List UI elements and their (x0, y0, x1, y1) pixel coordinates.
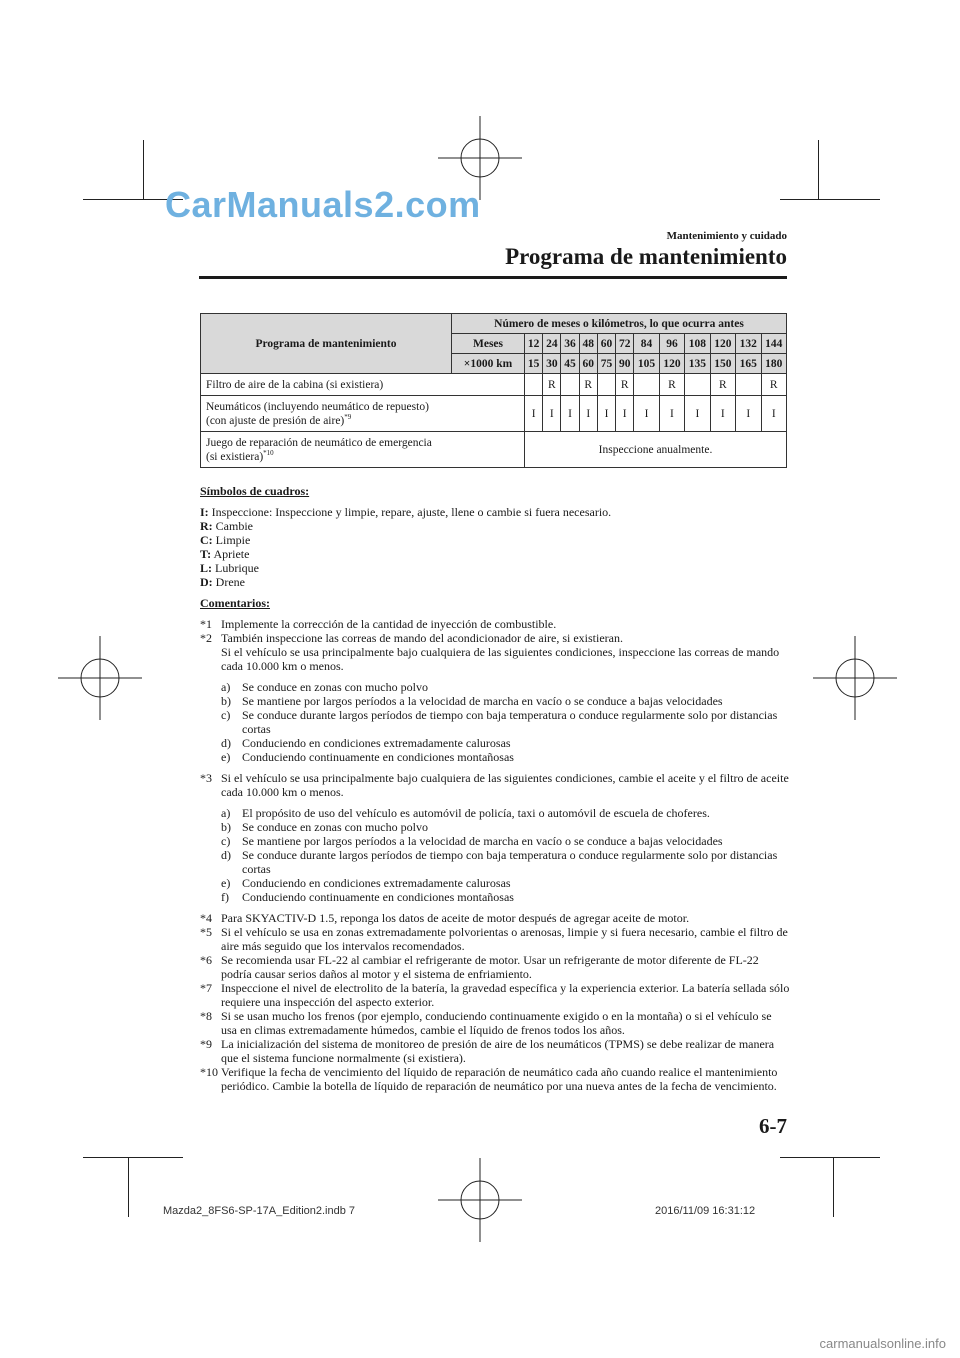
crop-mark (833, 1157, 834, 1217)
list-item-text: Se mantiene por largos períodos a la velocidad de marcha en vacío o se conduce a bajas velocidades (242, 694, 723, 708)
symbol-text: Inspeccione: Inspeccione y limpie, repare, ajuste, llene o cambie si fuera necesario. (211, 505, 612, 519)
list-item-text: Se conduce en zonas con mucho polvo (242, 820, 428, 834)
footnote-text: Si se usan mucho los frenos (por ejemplo, conduciendo continuamente exigido o en la montaña) o si el vehículo se usa en climas extremadamente húmedos, cambie el líquido de frenos todos los años. (221, 1009, 772, 1037)
footnote (200, 1009, 790, 1037)
schedule-cell (525, 374, 543, 396)
km-cell: 150 (710, 354, 735, 374)
list-item (221, 876, 790, 890)
list-item (221, 750, 790, 764)
footnote-text: También inspeccione las correas de mando del acondicionador de aire, si existieran. (221, 631, 623, 645)
watermark[interactable]: carmanualsonline.info (819, 1336, 946, 1351)
registration-mark-icon (438, 1158, 522, 1242)
schedule-cell (685, 374, 710, 396)
comments-section (200, 596, 790, 1093)
footnote (200, 953, 790, 981)
item-label-line: Juego de reparación de neumático de emergencia (206, 436, 432, 449)
list-item-text: Conduciendo en condiciones extremadamente calurosas (242, 736, 511, 750)
list-item (221, 834, 790, 848)
footnote (200, 981, 790, 1009)
schedule-cell: R (543, 374, 561, 396)
month-cell: 144 (761, 334, 787, 354)
footnote-text: Inspeccione el nivel de electrolito de la batería, la gravedad específica y la experiencia exterior. La batería sellada sólo requiere una inspección del aspecto exterior. (221, 981, 790, 1009)
footer-timestamp: 2016/11/09 16:31:12 (655, 1205, 756, 1217)
km-cell: 165 (736, 354, 761, 374)
list-item (221, 890, 790, 904)
symbol-code: D: (200, 575, 213, 589)
schedule-cell: I (525, 396, 543, 432)
footnote-text: La inicialización del sistema de monitoreo de presión de aire de los neumáticos (TPMS) se debe realizar de manera que el sistema funcione normalmente (si existiera). (221, 1037, 775, 1065)
footnote-ref: *9 (344, 412, 352, 421)
km-cell: 30 (543, 354, 561, 374)
list-item-letter: a) (221, 680, 231, 694)
km-cell: 120 (659, 354, 684, 374)
list-item (221, 848, 790, 876)
page-number: 6-7 (759, 1114, 787, 1138)
symbols-section (200, 484, 790, 589)
symbols-heading: Símbolos de cuadros: (200, 484, 310, 498)
comments-heading: Comentarios: (200, 596, 270, 610)
km-cell: 60 (579, 354, 597, 374)
list-item (221, 680, 790, 694)
maintenance-schedule-table (200, 313, 787, 468)
footnote-number: *9 (200, 1037, 212, 1051)
section-title: Mantenimiento y cuidado (666, 230, 787, 242)
list-item-letter: e) (221, 750, 231, 764)
symbol-item (200, 561, 790, 575)
footnote-number: *6 (200, 953, 212, 967)
month-cell: 48 (579, 334, 597, 354)
schedule-cell (634, 374, 659, 396)
crop-mark (83, 1157, 183, 1158)
month-cell: 72 (616, 334, 634, 354)
table-row (201, 432, 787, 468)
km-cell: 75 (597, 354, 615, 374)
crop-mark (780, 1157, 880, 1158)
registration-mark-icon (58, 636, 142, 720)
footnote-text: Si el vehículo se usa principalmente bajo cualquiera de las siguientes condiciones, inspeccione las correas de mando cada 10.000 km o menos. (221, 645, 780, 673)
footnote-text: Implemente la corrección de la cantidad de inyección de combustible. (221, 617, 557, 631)
table-row (201, 396, 787, 432)
symbol-text: Apriete (213, 547, 250, 561)
month-cell: 60 (597, 334, 615, 354)
schedule-cell: R (659, 374, 684, 396)
footnote (200, 771, 790, 799)
list-item-text: Conduciendo en condiciones extremadamente calurosas (242, 876, 511, 890)
footnote-number: *8 (200, 1009, 212, 1023)
list-item-letter: a) (221, 806, 231, 820)
month-cell: 84 (634, 334, 659, 354)
schedule-cell: I (761, 396, 787, 432)
month-cell: 12 (525, 334, 543, 354)
item-label-line: Neumáticos (incluyendo neumático de repuesto) (206, 400, 429, 413)
schedule-cell: R (616, 374, 634, 396)
list-item-text: Se conduce durante largos períodos de tiempo con baja temperatura o conduce regularmente solo por distancias cortas (242, 848, 778, 876)
list-item-letter: c) (221, 708, 231, 722)
schedule-cell: I (543, 396, 561, 432)
footnote-text: Si el vehículo se usa principalmente bajo cualquiera de las siguientes condiciones, cambie el aceite y el filtro de aceite cada 10.000 km o menos. (221, 771, 789, 799)
months-label: Meses (452, 334, 525, 354)
footer-file-info: Mazda2_8FS6-SP-17A_Edition2.indb 7 (163, 1205, 356, 1217)
symbol-code: C: (200, 533, 213, 547)
schedule-cell: I (597, 396, 615, 432)
schedule-cell: R (761, 374, 787, 396)
page-title: Programa de mantenimiento (505, 244, 787, 269)
footnote (200, 1037, 790, 1065)
list-item-letter: f) (221, 890, 229, 904)
list-item-letter: b) (221, 694, 231, 708)
schedule-cell: I (634, 396, 659, 432)
footnote-text: Verifique la fecha de vencimiento del líquido de reparación de neumático cada año cuando realice el mantenimiento periódico. Cambie la botella de líquido de reparación de neumático por una nueva antes de la fecha de vencimiento. (221, 1065, 778, 1093)
crop-mark (143, 140, 144, 200)
crop-mark (780, 199, 880, 200)
list-item-text: Se conduce en zonas con mucho polvo (242, 680, 428, 694)
symbol-code: L: (200, 561, 212, 575)
symbol-item (200, 519, 790, 533)
schedule-cell: I (710, 396, 735, 432)
footnote-number: *10 (200, 1065, 218, 1079)
symbol-code: I: (200, 505, 209, 519)
symbol-text: Lubrique (215, 561, 259, 575)
km-cell: 105 (634, 354, 659, 374)
list-item-text: El propósito de uso del vehículo es automóvil de policía, taxi o automóvil de escuela de choferes. (242, 806, 710, 820)
symbol-text: Drene (215, 575, 245, 589)
footnote-number: *1 (200, 617, 212, 631)
schedule-cell: I (616, 396, 634, 432)
footnote-text: Se recomienda usar FL-22 al cambiar el refrigerante de motor. Usar un refrigerante de motor diferente de FL-22 podría causar serios daños al motor y el sistema de enfriamiento. (221, 953, 759, 981)
footnote (200, 617, 790, 631)
month-cell: 96 (659, 334, 684, 354)
list-item-letter: e) (221, 876, 231, 890)
footnote-text: Para SKYACTIV-D 1.5, reponga los datos de aceite de motor después de agregar aceite de motor. (221, 911, 690, 925)
footnote-number: *7 (200, 981, 212, 995)
list-item-letter: c) (221, 834, 231, 848)
crop-mark (818, 140, 819, 200)
footnote-number: *5 (200, 925, 212, 939)
list-item-letter: b) (221, 820, 231, 834)
list-item-text: Conduciendo continuamente en condiciones montañosas (242, 890, 514, 904)
symbol-text: Limpie (215, 533, 251, 547)
schedule-cell: Inspeccione anualmente. (525, 432, 787, 468)
footnote (200, 911, 790, 925)
schedule-cell (597, 374, 615, 396)
schedule-cell: I (685, 396, 710, 432)
symbol-item (200, 533, 790, 547)
interval-span-header: Número de meses o kilómetros, lo que ocurra antes (452, 314, 787, 334)
symbol-item (200, 547, 790, 561)
schedule-cell (736, 374, 761, 396)
table-row (201, 374, 787, 396)
footnote-number: *4 (200, 911, 212, 925)
item-label-line: (si existiera) (206, 450, 264, 463)
schedule-cell: R (579, 374, 597, 396)
list-item (221, 694, 790, 708)
symbol-code: R: (200, 519, 213, 533)
symbol-item (200, 505, 790, 519)
km-cell: 45 (561, 354, 579, 374)
footnote-number: *2 (200, 631, 212, 645)
km-cell: 90 (616, 354, 634, 374)
schedule-cell (561, 374, 579, 396)
month-cell: 24 (543, 334, 561, 354)
registration-mark-icon (813, 636, 897, 720)
schedule-cell: I (736, 396, 761, 432)
item-label (201, 396, 525, 432)
item-label: Filtro de aire de la cabina (si existiera) (201, 374, 525, 396)
header-rule (199, 276, 787, 279)
list-item (221, 708, 790, 736)
item-label (201, 432, 525, 468)
footnote (200, 631, 790, 673)
symbol-code: T: (200, 547, 212, 561)
list-item (221, 736, 790, 750)
condition-list (221, 806, 790, 904)
footnote-ref: *10 (263, 448, 274, 457)
list-item (221, 806, 790, 820)
schedule-cell: R (710, 374, 735, 396)
list-item-text: Conduciendo continuamente en condiciones montañosas (242, 750, 514, 764)
symbol-text: Cambie (215, 519, 253, 533)
footnote (200, 925, 790, 953)
condition-list (221, 680, 790, 764)
site-logo[interactable]: CarManuals2.com (165, 184, 481, 225)
list-item-letter: d) (221, 848, 231, 862)
item-label-line: (con ajuste de presión de aire) (206, 414, 345, 427)
schedule-cell: I (579, 396, 597, 432)
km-cell: 135 (685, 354, 710, 374)
km-cell: 180 (761, 354, 787, 374)
list-item-text: Se mantiene por largos períodos a la velocidad de marcha en vacío o se conduce a bajas velocidades (242, 834, 723, 848)
month-cell: 132 (736, 334, 761, 354)
list-item (221, 820, 790, 834)
list-item-text: Se conduce durante largos períodos de tiempo con baja temperatura o conduce regularmente solo por distancias cortas (242, 708, 778, 736)
list-item-letter: d) (221, 736, 231, 750)
km-label: ×1000 km (452, 354, 525, 374)
month-cell: 36 (561, 334, 579, 354)
month-cell: 120 (710, 334, 735, 354)
km-cell: 15 (525, 354, 543, 374)
footnote-text: Si el vehículo se usa en zonas extremadamente polvorientas o arenosas, limpie y si fuera necesario, cambie el filtro de aire más seguido que los intervalos recomendados. (221, 925, 788, 953)
footnote (200, 1065, 790, 1093)
table-corner-label: Programa de mantenimiento (201, 314, 452, 374)
footnote-number: *3 (200, 771, 212, 785)
month-cell: 108 (685, 334, 710, 354)
schedule-cell: I (659, 396, 684, 432)
schedule-cell: I (561, 396, 579, 432)
crop-mark (128, 1157, 129, 1217)
symbol-item (200, 575, 790, 589)
table-header-row (201, 314, 787, 334)
